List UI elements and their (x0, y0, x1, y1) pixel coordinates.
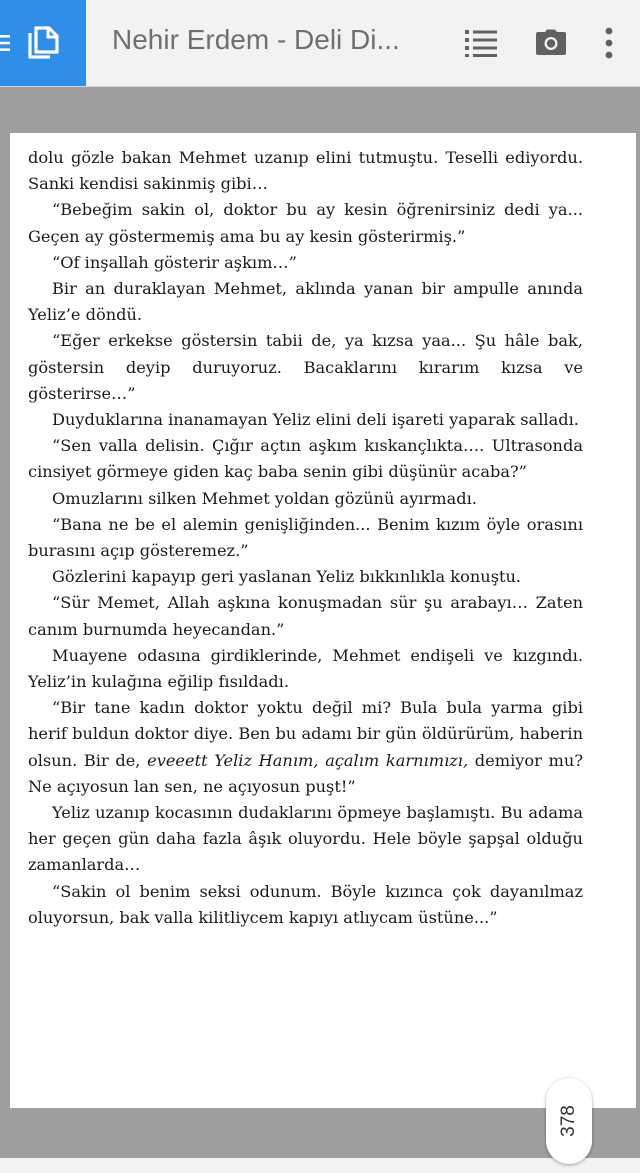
app-bar (0, 0, 640, 87)
italic-phrase: eveeett Yeliz Hanım, açalım karnımızı, (147, 750, 469, 770)
more-vert-icon (604, 27, 614, 59)
app-icon-button[interactable] (0, 0, 86, 86)
paragraph: “Sakin ol benim seksi odunum. Böyle kızınca çok dayanılmaz oluyorsun, bak valla kilitliycem kapıyı atlıycam üstüne...” (28, 881, 583, 927)
paragraph (28, 695, 583, 800)
paragraph: “Sür Memet, Allah aşkına konuşmadan sür şu arabayı… Zaten canım burnumda heyecandan.” (28, 593, 583, 639)
paragraph: Yeliz uzanıp kocasının dudaklarını öpmeye başlamıştı. Bu adama her geçen gün daha fazla âşık oluyordu. Hele böyle şapşal olduğu zamanlarda… (28, 803, 583, 875)
bottom-bar (0, 1158, 640, 1173)
page-gap-top (0, 87, 640, 135)
paragraph: Duyduklarına inanamayan Yeliz elini deli işareti yaparak salladı. (52, 410, 579, 430)
book-page[interactable] (10, 133, 636, 1108)
paragraph: “Of inşallah gösterir aşkım…” (52, 252, 297, 272)
screenshot-button[interactable] (532, 24, 570, 62)
book-title: Nehir Erdem - Deli Di... (112, 24, 400, 55)
paragraph: “Bebeğim sakin ol, doktor bu ay kesin öğrenirsiniz dedi ya... Geçen ay göstermemiş ama bu ay kesin gösterirmiş.” (28, 200, 583, 246)
paragraph: Gözlerini kapayıp geri yaslanan Yeliz bıkkınlıkla konuştu. (52, 567, 522, 587)
page-number: 378 (557, 1105, 579, 1137)
paragraph-text: “Bir tane kadın doktor yoktu değil mi? Bula bula yarma gibi herif buldun doktor diye. Ben bu adamı bir gün öldürürüm, haberin olsun. Bir de, (28, 698, 583, 770)
document-copy-icon (26, 26, 60, 60)
paragraph: dolu gözle bakan Mehmet uzanıp elini tutmuştu. Teselli ediyordu. Sanki kendisi sakinmiş gibi… (28, 148, 583, 194)
overflow-menu-button[interactable] (590, 24, 628, 62)
list-icon (465, 29, 497, 57)
page-number-indicator[interactable] (546, 1078, 592, 1164)
paragraph: Bir an duraklayan Mehmet, aklında yanan bir ampulle anında Yeliz’e döndü. (28, 279, 583, 325)
camera-icon (535, 29, 567, 57)
paragraph: “Bana ne be el alemin genişliğinden... Benim kızım öyle orasını burasını açıp gösteremez.” (28, 514, 583, 561)
menu-lines-icon[interactable] (0, 35, 10, 51)
paragraph: “Eğer erkekse göstersin tabii de, ya kızsa yaa... Şu hâle bak, göstersin deyip duruyoruz. Bacaklarını kırarım kızsa ve gösterirse…” (28, 331, 583, 403)
paragraph: Omuzlarını silken Mehmet yoldan gözünü ayırmadı. (52, 488, 477, 508)
paragraph: Muayene odasına girdiklerinde, Mehmet endişeli ve kızgındı. Yeliz’in kulağına eğilip fısıldadı. (28, 645, 583, 692)
paragraph-text: demiyor mu? Ne açıyosun lan sen, ne açıyosun puşt!” (28, 750, 583, 796)
page-text (28, 145, 583, 931)
table-of-contents-button[interactable] (462, 24, 500, 62)
paragraph: “Sen valla delisin. Çığır açtın aşkım kıskançlıkta…. Ultrasonda cinsiyet görmeye giden kaç baba senin gibi düşünür acaba?” (28, 436, 583, 482)
